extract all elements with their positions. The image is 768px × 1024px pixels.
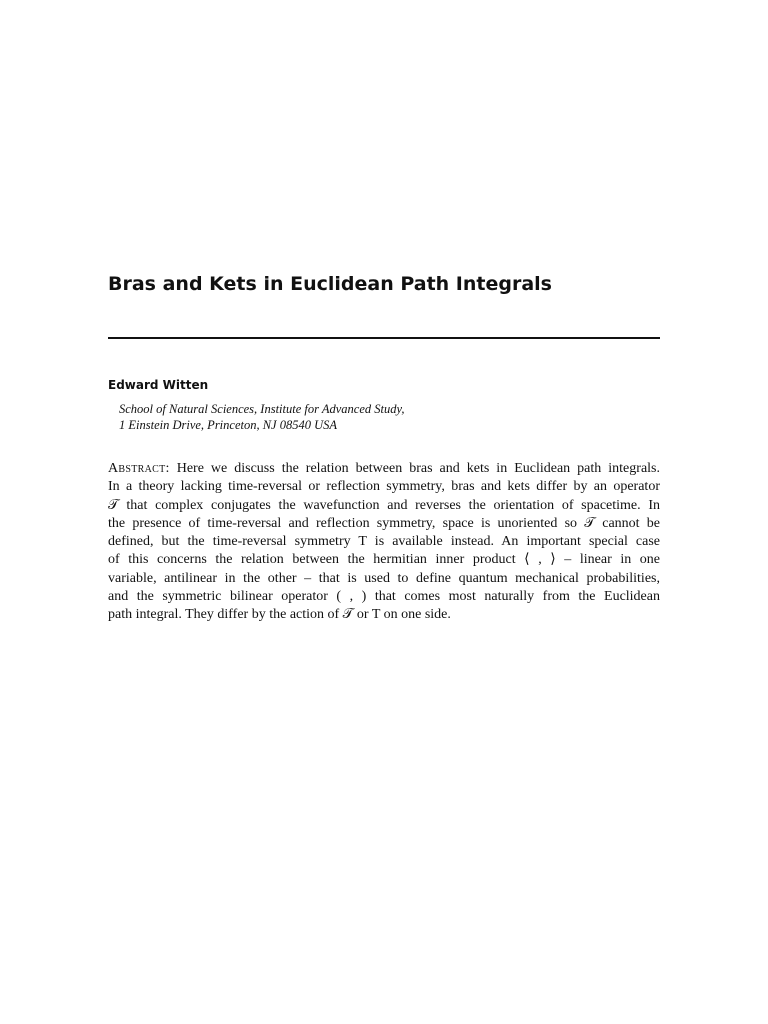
affiliation-line-2: 1 Einstein Drive, Princeton, NJ 08540 USA bbox=[119, 418, 338, 432]
author-name: Edward Witten bbox=[108, 378, 209, 392]
abstract-line: and the symmetric bilinear operator ( , ) that comes most naturally from the Euclidean bbox=[108, 589, 660, 605]
abstract bbox=[108, 460, 660, 625]
abstract-line: variable, antilinear in the other – that is used to define quantum mechanical probabilities, bbox=[108, 570, 660, 586]
affiliation-line-1: School of Natural Sciences, Institute for Advanced Study, bbox=[119, 402, 405, 416]
title-rule bbox=[108, 337, 660, 339]
abstract-line: 𝒯 that complex conjugates the wavefunction and reverses the orientation of spacetime. In bbox=[108, 497, 660, 513]
abstract-line: In a theory lacking time-reversal or reflection symmetry, bras and kets differ by an operator bbox=[108, 479, 660, 495]
abstract-text: Here we discuss the relation between bras and kets in Euclidean path integrals. bbox=[169, 461, 660, 476]
abstract-line: of this concerns the relation between the hermitian inner product ⟨ , ⟩ – linear in one bbox=[108, 552, 660, 568]
abstract-label: Abstract: bbox=[108, 461, 170, 476]
abstract-line bbox=[108, 460, 660, 478]
abstract-line: defined, but the time-reversal symmetry T is available instead. An important special case bbox=[108, 534, 660, 550]
paper-title: Bras and Kets in Euclidean Path Integrals bbox=[108, 273, 552, 295]
abstract-line: path integral. They differ by the action of 𝒯 or T on one side. bbox=[108, 607, 451, 623]
abstract-line: the presence of time-reversal and reflection symmetry, space is unoriented so 𝒯 cannot be bbox=[108, 515, 660, 531]
